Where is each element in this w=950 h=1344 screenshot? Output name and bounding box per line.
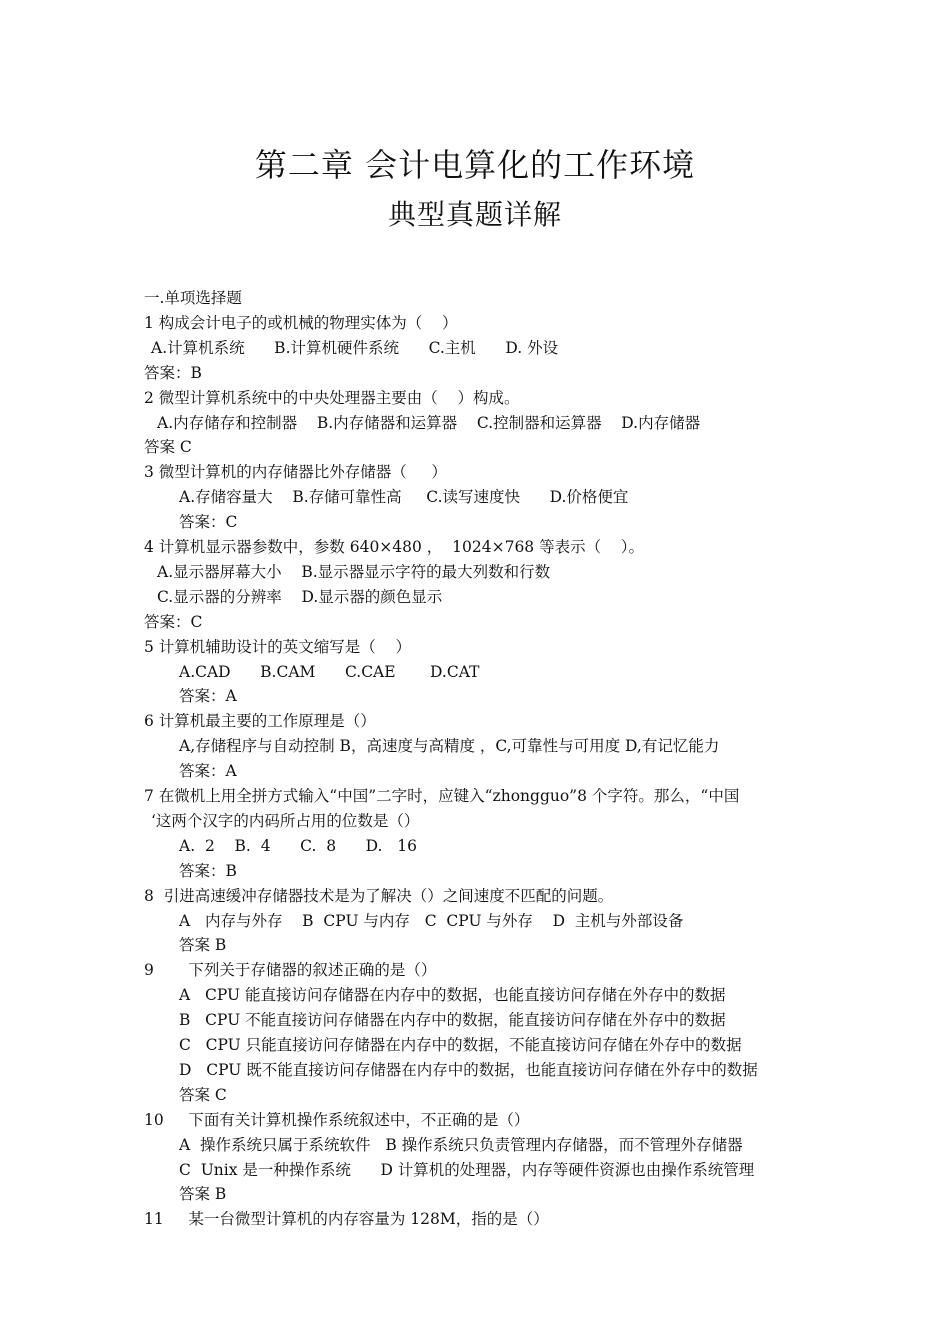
text-line: A.CAD B.CAM C.CAE D.CAT	[179, 662, 480, 681]
text-line: 一.单项选择题	[144, 289, 242, 307]
text-line: 11 某一台微型计算机的内存容量为 128M，指的是（）	[144, 1210, 549, 1229]
text-line: A CPU 能直接访问存储器在内存中的数据，也能直接访问存储在外存中的数据	[179, 986, 726, 1005]
text-line: A.内存储存和控制器 B.内存储器和运算器 C.控制器和运算器 D.内存储器	[157, 413, 701, 432]
text-line: 答案：C	[144, 612, 203, 631]
text-line: 2 微型计算机系统中的中央处理器主要由（ ）构成。	[144, 388, 520, 407]
text-line: 3 微型计算机的内存储器比外存储器（ ）	[144, 463, 447, 482]
text-line: 答案：A	[179, 687, 237, 706]
text-line: A. 2 B. 4 C. 8 D. 16	[179, 836, 417, 855]
text-line: 答案 C	[179, 1085, 227, 1104]
text-line: A 内存与外存 B CPU 与内存 C CPU 与外存 D 主机与外部设备	[179, 911, 684, 930]
text-line: B CPU 不能直接访问存储器在内存中的数据，能直接访问存储在外存中的数据	[179, 1011, 726, 1030]
document-title: 第二章 会计电算化的工作环境	[254, 146, 696, 184]
document-subtitle: 典型真题详解	[387, 198, 562, 231]
text-line: 5 计算机辅助设计的英文缩写是（ ）	[144, 637, 411, 656]
text-line: 1 构成会计电子的或机械的物理实体为（ ）	[144, 313, 458, 332]
text-line: A,存储程序与自动控制 B，高速度与高精度 ，C,可靠性与可用度 D,有记忆能力	[179, 737, 720, 756]
text-line: A.存储容量大 B.存储可靠性高 C.读写速度快 D.价格便宜	[179, 488, 629, 507]
text-line: ‘这两个汉字的内码所占用的位数是（）	[151, 811, 420, 830]
text-line: 答案 C	[144, 438, 192, 457]
text-line: 答案 B	[179, 936, 227, 955]
text-line: C CPU 只能直接访问存储器在内存中的数据，不能直接访问存储在外存中的数据	[179, 1036, 742, 1054]
text-line: 4 计算机显示器参数中，参数 640×480 ， 1024×768 等表示（ ）。	[144, 538, 645, 556]
text-line: 答案：B	[144, 363, 202, 382]
text-line: D CPU 既不能直接访问存储器在内存中的数据，也能直接访问存储在外存中的数据	[179, 1060, 758, 1079]
text-line: 10 下面有关计算机操作系统叙述中，不正确的是（）	[144, 1110, 530, 1129]
text-line: A.计算机系统 B.计算机硬件系统 C.主机 D. 外设	[151, 338, 559, 357]
text-line: 7 在微机上用全拼方式输入“中国”二字时，应键入“zhongguo”8 个字符。那么，“中国	[144, 787, 740, 805]
text-line: 8 引进高速缓冲存储器技术是为了解决（）之间速度不匹配的问题。	[144, 886, 614, 905]
text-line: 答案：B	[179, 861, 237, 880]
text-line: A.显示器屏幕大小 B.显示器显示字符的最大列数和行数	[157, 562, 551, 581]
text-line: C Unix 是一种操作系统 D 计算机的处理器，内存等硬件资源也由操作系统管理	[179, 1160, 755, 1179]
text-line: 答案：A	[179, 762, 237, 781]
text-line: 9 下列关于存储器的叙述正确的是（）	[144, 961, 437, 980]
text-line: 答案：C	[179, 513, 238, 532]
text-line: A 操作系统只属于系统软件 B 操作系统只负责管理内存储器，而不管理外存储器	[179, 1135, 743, 1154]
text-line: 6 计算机最主要的工作原理是（）	[144, 712, 376, 731]
text-line: C.显示器的分辨率 D.显示器的颜色显示	[157, 587, 443, 606]
text-line: 答案 B	[179, 1185, 227, 1204]
